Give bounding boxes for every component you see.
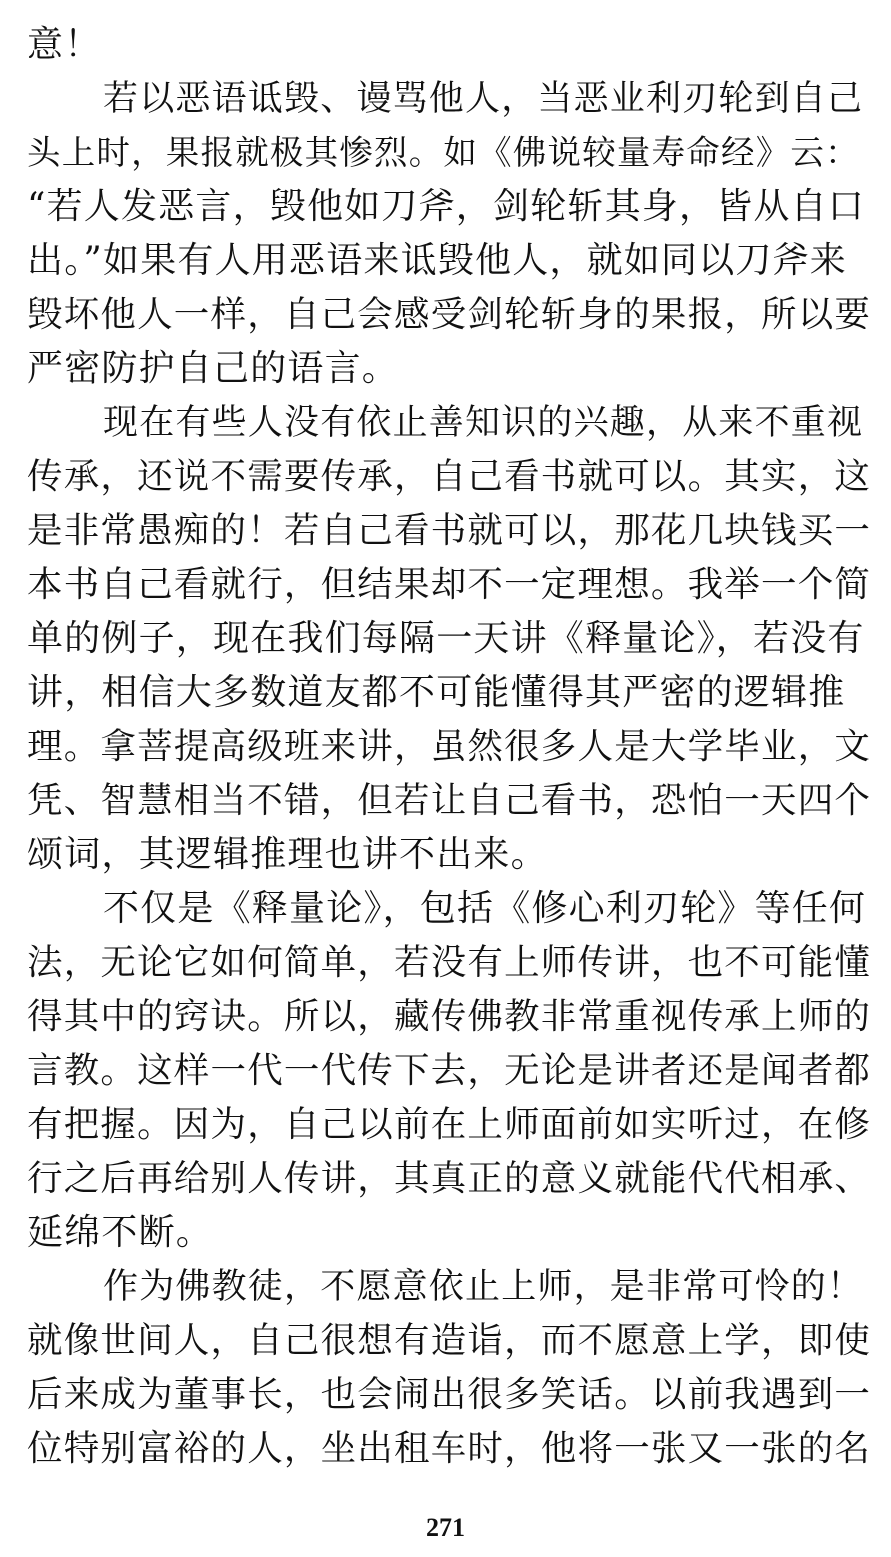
paragraph-start-line: 作为佛教徒，不愿意依止上师，是非常可怜的！ [103, 1267, 864, 1307]
text-line: 有把握。因为，自己以前在上师面前如实听过，在修 [27, 1104, 871, 1145]
text-line: 头上时，果报就极其惨烈。如《佛说较量寿命经》云： [27, 133, 860, 172]
text-line: 言教。这样一代一代传下去，无论是讲者还是闻者都 [27, 1050, 871, 1091]
text-line: 传承，还说不需要传承，自己看书就可以。其实，这 [27, 456, 871, 497]
text-line: 是非常愚痴的！若自己看书就可以，那花几块钱买一 [27, 510, 871, 551]
text-line: 单的例子，现在我们每隔一天讲《释量论》，若没有 [27, 618, 865, 659]
text-line: 得其中的窍诀。所以，藏传佛教非常重视传承上师的 [27, 996, 871, 1037]
text-line: “若人发恶言，毁他如刀斧，剑轮斩其身，皆从自口 [27, 186, 866, 227]
paragraph-start-line: 若以恶语诋毁、谩骂他人，当恶业利刃轮到自己 [103, 79, 864, 119]
text-line: 意！ [27, 24, 102, 65]
text-line: 讲，相信大多数道友都不可能懂得其严密的逻辑推 [27, 672, 846, 713]
text-line: 就像世间人，自己很想有造诣，而不愿意上学，即使 [27, 1320, 871, 1361]
page-number: 271 [426, 1513, 465, 1542]
text-line: 法，无论它如何简单，若没有上师传讲，也不可能懂 [27, 942, 871, 983]
text-line: 理。拿菩提高级班来讲，虽然很多人是大学毕业，文 [27, 726, 871, 767]
text-line: 毁坏他人一样，自己会感受剑轮斩身的果报，所以要 [27, 294, 871, 335]
text-line: 行之后再给别人传讲，其真正的意义就能代代相承、 [27, 1158, 871, 1199]
text-line: 后来成为董事长，也会闹出很多笑话。以前我遇到一 [27, 1374, 871, 1415]
text-line: 延绵不断。 [27, 1212, 214, 1253]
paragraph-start-line: 不仅是《释量论》，包括《修心利刃轮》等任何 [103, 888, 867, 929]
text-line: 颂词，其逻辑推理也讲不出来。 [27, 834, 548, 875]
paragraph-start-line: 现在有些人没有依止善知识的兴趣，从来不重视 [103, 403, 864, 443]
text-line: 严密防护自己的语言。 [27, 348, 400, 389]
text-line: 本书自己看就行，但结果却不一定理想。我举一个简 [27, 564, 871, 605]
text-line: 出。”如果有人用恶语来诋毁他人，就如同以刀斧来 [27, 240, 848, 281]
text-line: 位特别富裕的人，坐出租车时，他将一张又一张的名 [27, 1428, 871, 1469]
text-line: 凭、智慧相当不错，但若让自己看书，恐怕一天四个 [27, 780, 871, 821]
